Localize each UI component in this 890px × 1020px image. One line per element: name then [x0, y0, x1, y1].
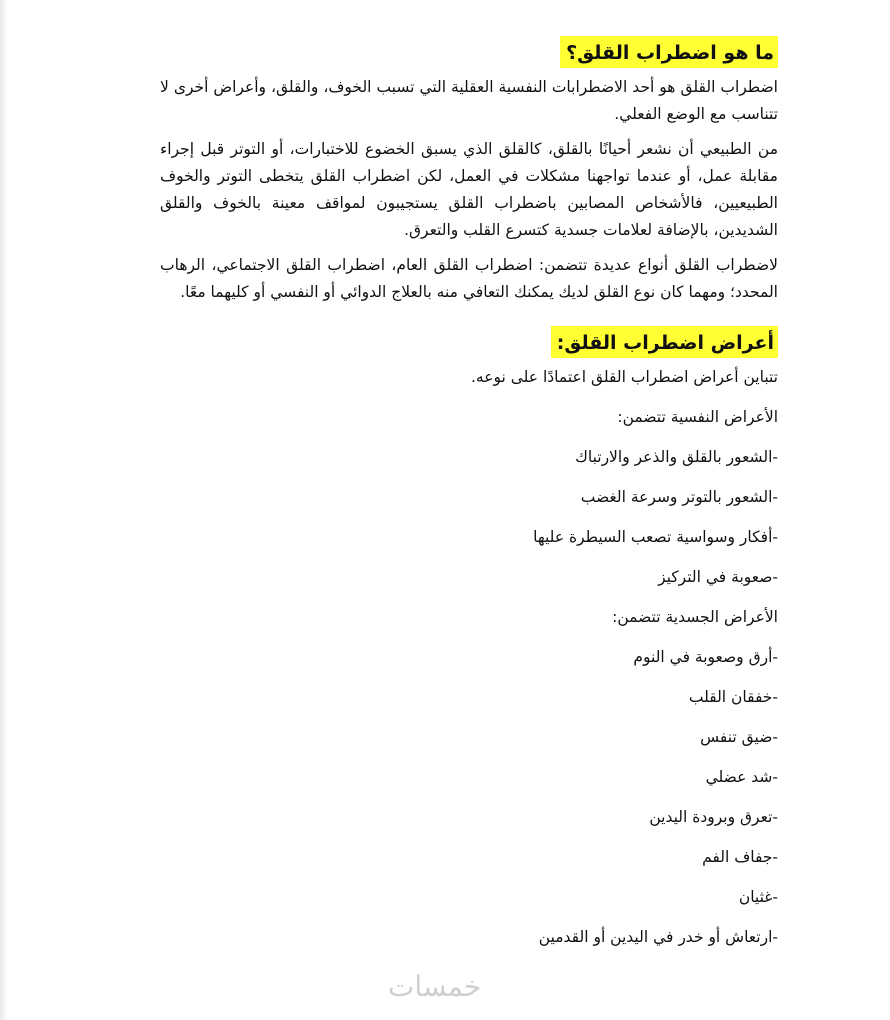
list-item: -شد عضلي [705, 768, 778, 786]
list-item: -تعرق وبرودة اليدين [649, 808, 778, 826]
list-item: -ضيق تنفس [700, 728, 778, 746]
list-item: -ارتعاش أو خدر في اليدين أو القدمين [538, 928, 778, 946]
watermark-logo: خمسات [388, 970, 482, 1003]
list-item: -الشعور بالقلق والذعر والارتباك [575, 448, 778, 466]
paragraph-normal-anxiety: من الطبيعي أن نشعر أحيانًا بالقلق، كالقلق الذي يسبق الخضوع للاختبارات، أو التوتر قبل إجراء مقابلة عمل، أو عندما تواجهنا مشكلات في العمل، لكن اضطراب القلق يتخطى التوتر والخوف الطبيعيين، فالأشخاص المصابين باضطراب القلق يستجيبون لمواقف معينة بالخوف والقلق الشديدين، بالإضافة لعلامات جسدية كتسرع القلب والتعرق. [160, 140, 778, 239]
list-item: -خفقان القلب [688, 688, 778, 706]
list-item: -الشعور بالتوتر وسرعة الغضب [580, 488, 778, 506]
paragraph-types: لاضطراب القلق أنواع عديدة تتضمن: اضطراب القلق العام، اضطراب القلق الاجتماعي، الرهاب المحدد؛ ومهما كان نوع القلق لديك يمكنك التعافي منه بالعلاج الدوائي أو النفسي أو كليهما معًا. [160, 256, 778, 301]
heading-what-is-anxiety: ما هو اضطراب القلق؟ [560, 36, 778, 68]
psych-symptoms-title: الأعراض النفسية تتضمن: [617, 408, 778, 426]
list-item: -جفاف الفم [702, 848, 778, 866]
paragraph-definition: اضطراب القلق هو أحد الاضطرابات النفسية العقلية التي تسبب الخوف، والقلق، وأعراض أخرى لا تتناسب مع الوضع الفعلي. [160, 78, 778, 123]
list-item: -غثيان [738, 888, 778, 906]
symptoms-intro: تتباين أعراض اضطراب القلق اعتمادًا على نوعه. [470, 368, 778, 386]
document-content [160, 28, 778, 964]
list-item: -أرق وصعوبة في النوم [633, 648, 778, 666]
physical-symptoms-title: الأعراض الجسدية تتضمن: [612, 608, 778, 626]
list-item: -صعوبة في التركيز [658, 568, 778, 586]
heading-symptoms: أعراض اضطراب القلق: [551, 326, 778, 358]
list-item: -أفكار وسواسية تصعب السيطرة عليها [533, 528, 778, 546]
page-edge-shadow [0, 0, 8, 1020]
